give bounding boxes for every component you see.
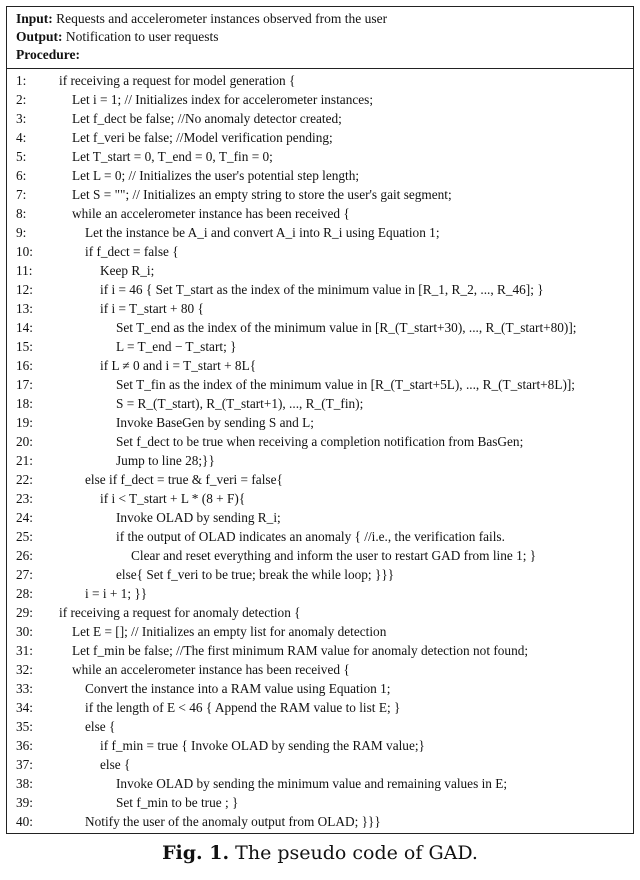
line-text: Set T_fin as the index of the minimum value in [R_(T_start+5L), ..., R_(T_start+8L)];	[116, 377, 576, 392]
line-text: Let the instance be A_i and convert A_i into R_i using Equation 1;	[85, 225, 440, 240]
line-number: 1:	[16, 73, 27, 88]
code-line	[7, 356, 633, 375]
line-number: 31:	[16, 643, 33, 658]
code-line	[7, 774, 633, 793]
code-line	[7, 242, 633, 261]
line-text: Invoke OLAD by sending R_i;	[116, 510, 281, 525]
line-text: while an accelerometer instance has been received {	[72, 206, 350, 221]
line-number: 29:	[16, 605, 33, 620]
line-number: 33:	[16, 681, 33, 696]
output-line	[16, 29, 218, 45]
code-line	[7, 717, 633, 736]
line-number: 2:	[16, 92, 27, 107]
code-line	[7, 432, 633, 451]
code-line	[7, 280, 633, 299]
code-line	[7, 109, 633, 128]
header-divider	[7, 68, 633, 69]
input-line	[16, 11, 387, 27]
figure-caption	[0, 842, 640, 864]
line-number: 6:	[16, 168, 27, 183]
line-text: Let f_veri be false; //Model verification pending;	[72, 130, 333, 145]
caption-text: The pseudo code of GAD.	[235, 842, 478, 864]
code-line	[7, 489, 633, 508]
code-line	[7, 603, 633, 622]
line-number: 35:	[16, 719, 33, 734]
code-line	[7, 812, 633, 831]
code-line	[7, 299, 633, 318]
code-line	[7, 622, 633, 641]
code-line	[7, 755, 633, 774]
line-text: if i = 46 { Set T_start as the index of the minimum value in [R_1, R_2, ..., R_46]; }	[100, 282, 544, 297]
line-text: if f_min = true { Invoke OLAD by sending the RAM value;}	[100, 738, 425, 753]
line-number: 34:	[16, 700, 33, 715]
line-text: if i = T_start + 80 {	[100, 301, 204, 316]
line-text: Jump to line 28;}}	[116, 453, 215, 468]
line-text: if L ≠ 0 and i = T_start + 8L{	[100, 358, 257, 373]
line-text: Notify the user of the anomaly output from OLAD; }}}	[85, 814, 381, 829]
procedure-line	[16, 47, 80, 63]
line-text: while an accelerometer instance has been received {	[72, 662, 350, 677]
output-label: Output:	[16, 29, 63, 44]
line-text: if the length of E < 46 { Append the RAM value to list E; }	[85, 700, 401, 715]
line-number: 9:	[16, 225, 27, 240]
line-text: else {	[100, 757, 131, 772]
line-number: 19:	[16, 415, 33, 430]
caption-label: Fig. 1.	[162, 842, 230, 864]
line-text: Invoke BaseGen by sending S and L;	[116, 415, 314, 430]
line-text: Let f_min be false; //The first minimum RAM value for anomaly detection not found;	[72, 643, 529, 658]
line-number: 25:	[16, 529, 33, 544]
input-text: Requests and accelerometer instances observed from the user	[56, 11, 388, 26]
code-line	[7, 71, 633, 90]
code-line	[7, 546, 633, 565]
line-number: 38:	[16, 776, 33, 791]
line-number: 27:	[16, 567, 33, 582]
code-line	[7, 508, 633, 527]
line-text: if the output of OLAD indicates an anomaly { //i.e., the verification fails.	[116, 529, 505, 544]
line-number: 7:	[16, 187, 27, 202]
line-text: L = T_end − T_start; }	[116, 339, 237, 354]
line-text: else {	[85, 719, 116, 734]
input-label: Input:	[16, 11, 53, 26]
line-text: Keep R_i;	[100, 263, 155, 278]
line-number: 28:	[16, 586, 33, 601]
code-line	[7, 584, 633, 603]
output-text: Notification to user requests	[65, 29, 219, 44]
code-line	[7, 698, 633, 717]
code-line	[7, 337, 633, 356]
line-number: 3:	[16, 111, 27, 126]
line-number: 11:	[16, 263, 33, 278]
code-line	[7, 394, 633, 413]
line-number: 26:	[16, 548, 33, 563]
line-text: Let L = 0; // Initializes the user's potential step length;	[72, 168, 360, 183]
line-text: Let S = ""; // Initializes an empty string to store the user's gait segment;	[72, 187, 452, 202]
line-text: Convert the instance into a RAM value using Equation 1;	[85, 681, 391, 696]
line-number: 39:	[16, 795, 33, 810]
line-text: Let f_dect be false; //No anomaly detector created;	[72, 111, 342, 126]
code-line	[7, 147, 633, 166]
code-line	[7, 413, 633, 432]
line-number: 17:	[16, 377, 33, 392]
line-number: 30:	[16, 624, 33, 639]
code-line	[7, 128, 633, 147]
code-line	[7, 261, 633, 280]
code-line	[7, 223, 633, 242]
code-line	[7, 641, 633, 660]
line-text: if f_dect = false {	[85, 244, 179, 259]
line-number: 32:	[16, 662, 33, 677]
line-number: 13:	[16, 301, 33, 316]
line-number: 4:	[16, 130, 27, 145]
line-number: 8:	[16, 206, 27, 221]
code-line	[7, 451, 633, 470]
line-text: Set f_min to be true ; }	[116, 795, 239, 810]
line-number: 18:	[16, 396, 33, 411]
code-line	[7, 204, 633, 223]
line-text: else{ Set f_veri to be true; break the while loop; }}}	[116, 567, 395, 582]
line-text: if receiving a request for anomaly detection {	[59, 605, 301, 620]
line-text: Let E = []; // Initializes an empty list for anomaly detection	[72, 624, 387, 639]
line-number: 12:	[16, 282, 33, 297]
line-text: else if f_dect = true & f_veri = false{	[85, 472, 283, 487]
code-line	[7, 185, 633, 204]
line-number: 15:	[16, 339, 33, 354]
line-text: Set T_end as the index of the minimum value in [R_(T_start+30), ..., R_(T_start+80)];	[116, 320, 577, 335]
code-line	[7, 660, 633, 679]
line-number: 24:	[16, 510, 33, 525]
procedure-label: Procedure:	[16, 47, 80, 62]
line-number: 37:	[16, 757, 33, 772]
line-number: 16:	[16, 358, 33, 373]
code-line	[7, 679, 633, 698]
code-line	[7, 565, 633, 584]
line-text: Let i = 1; // Initializes index for accelerometer instances;	[72, 92, 374, 107]
line-text: if receiving a request for model generation {	[59, 73, 296, 88]
line-number: 22:	[16, 472, 33, 487]
line-number: 40:	[16, 814, 33, 829]
line-text: if i < T_start + L * (8 + F){	[100, 491, 246, 506]
code-lines	[7, 71, 633, 831]
line-text: i = i + 1; }}	[85, 586, 148, 601]
pseudocode-box	[6, 6, 634, 834]
line-text: Let T_start = 0, T_end = 0, T_fin = 0;	[72, 149, 273, 164]
line-text: Set f_dect to be true when receiving a completion notification from BasGen;	[116, 434, 524, 449]
line-number: 10:	[16, 244, 33, 259]
line-number: 21:	[16, 453, 33, 468]
code-line	[7, 470, 633, 489]
line-number: 5:	[16, 149, 27, 164]
line-text: Invoke OLAD by sending the minimum value and remaining values in E;	[116, 776, 508, 791]
code-line	[7, 318, 633, 337]
code-line	[7, 166, 633, 185]
line-number: 14:	[16, 320, 33, 335]
line-text: Clear and reset everything and inform the user to restart GAD from line 1; }	[131, 548, 537, 563]
code-line	[7, 90, 633, 109]
code-line	[7, 793, 633, 812]
code-line	[7, 375, 633, 394]
code-line	[7, 527, 633, 546]
line-text: S = R_(T_start), R_(T_start+1), ..., R_(T_fin);	[116, 396, 364, 411]
line-number: 23:	[16, 491, 33, 506]
line-number: 36:	[16, 738, 33, 753]
line-number: 20:	[16, 434, 33, 449]
code-line	[7, 736, 633, 755]
